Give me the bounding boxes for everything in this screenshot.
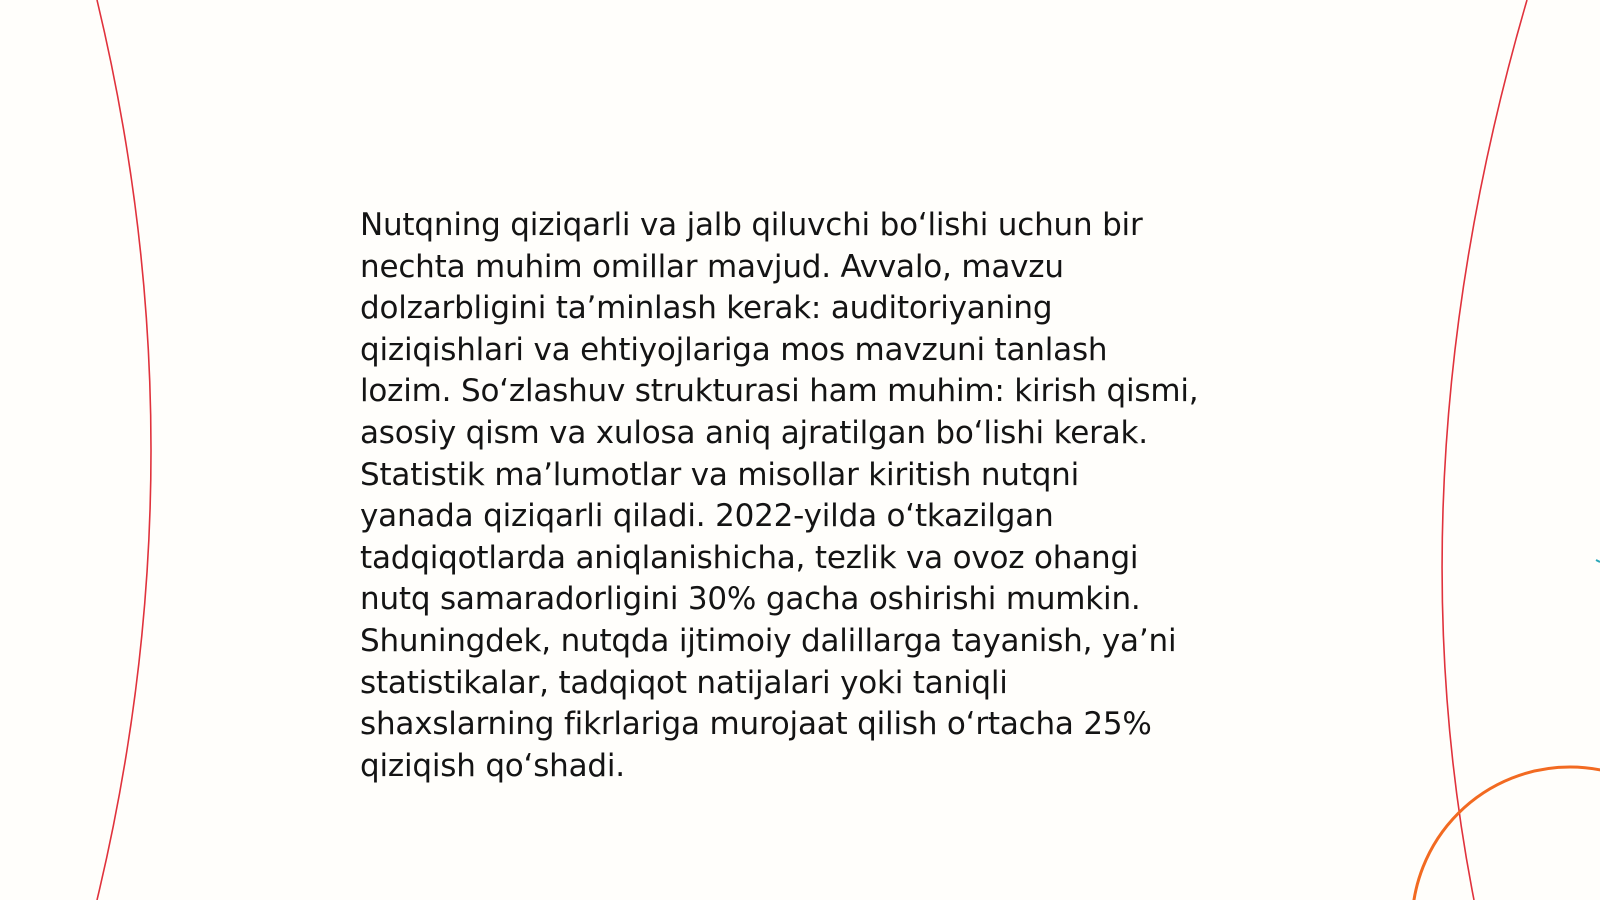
paragraph-line: yanada qiziqarli qiladi. 2022-yilda o‘tkazilgan xyxy=(360,498,1054,535)
paragraph-line: shaxslarning fikrlariga murojaat qilish o‘rtacha 25% xyxy=(360,706,1152,743)
paragraph-line: statistikalar, tadqiqot natijalari yoki taniqli xyxy=(360,664,1008,701)
body-paragraph xyxy=(360,205,1260,787)
paragraph-line: nutq samaradorligini 30% gacha oshirishi mumkin. xyxy=(360,581,1141,618)
paragraph-line: asosiy qism va xulosa aniq ajratilgan bo‘lishi kerak. xyxy=(360,414,1148,451)
paragraph-line: dolzarbligini ta’minlash kerak: auditoriyaning xyxy=(360,290,1053,327)
orange-circle xyxy=(1412,767,1600,900)
paragraph-line: tadqiqotlarda aniqlanishicha, tezlik va ovoz ohangi xyxy=(360,539,1139,576)
teal-accent xyxy=(1596,560,1600,562)
paragraph-line: nechta muhim omillar mavjud. Avvalo, mavzu xyxy=(360,248,1064,285)
paragraph-line: qiziqish qo‘shadi. xyxy=(360,747,625,784)
paragraph-line: qiziqishlari va ehtiyojlariga mos mavzuni tanlash xyxy=(360,331,1108,368)
paragraph-line: Nutqning qiziqarli va jalb qiluvchi bo‘lishi uchun bir xyxy=(360,207,1143,243)
right-arc xyxy=(1442,0,1527,900)
paragraph-line: Statistik ma’lumotlar va misollar kiritish nutqni xyxy=(360,456,1080,493)
paragraph-line: Shuningdek, nutqda ijtimoiy dalillarga tayanish, ya’ni xyxy=(360,622,1177,659)
left-arc xyxy=(97,0,151,900)
paragraph-line: lozim. So‘zlashuv strukturasi ham muhim: kirish qismi, xyxy=(360,373,1199,410)
